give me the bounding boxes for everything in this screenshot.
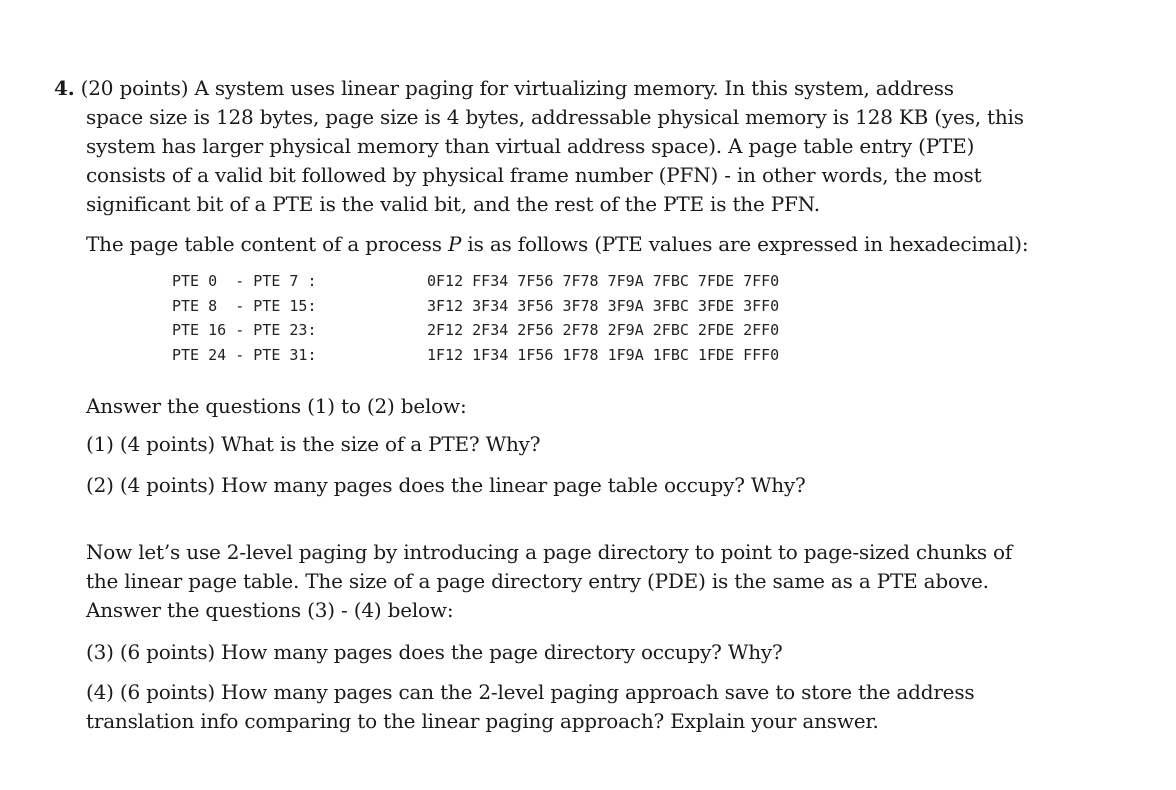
pte-values-3: 1F12 1F34 1F56 1F78 1F9A 1FBC 1FDE FFF0 [427, 346, 780, 364]
problem-line-1 [54, 76, 954, 100]
question-1: (1) (4 points) What is the size of a PTE? Why? [86, 432, 541, 456]
pte-range-3: PTE 24 - PTE 31: [172, 346, 317, 364]
problem-line-4: consists of a valid bit followed by physical frame number (PFN) - in other words, the most [86, 163, 982, 187]
problem-line-3: system has larger physical memory than virtual address space). A page table entry (PTE) [86, 134, 975, 158]
pte-values-2: 2F12 2F34 2F56 2F78 2F9A 2FBC 2FDE 2FF0 [427, 321, 780, 339]
page-table-intro [86, 232, 1028, 256]
part2-line-2: the linear page table. The size of a page directory entry (PDE) is the same as a PTE above. [86, 569, 989, 593]
part2-line-1: Now let’s use 2-level paging by introducing a page directory to point to page-sized chunks of [86, 540, 1013, 564]
problem-line-5: significant bit of a PTE is the valid bit, and the rest of the PTE is the PFN. [86, 192, 820, 216]
question-4-line-1: (4) (6 points) How many pages can the 2-level paging approach save to store the address [86, 680, 975, 704]
process-variable: P [447, 232, 462, 256]
pte-range-1: PTE 8 - PTE 15: [172, 297, 317, 315]
problem-number: 4. [54, 76, 75, 100]
question-4-line-2: translation info comparing to the linear paging approach? Explain your answer. [86, 709, 879, 733]
question-3: (3) (6 points) How many pages does the page directory occupy? Why? [86, 640, 783, 664]
pte-range-2: PTE 16 - PTE 23: [172, 321, 317, 339]
problem-line-2: space size is 128 bytes, page size is 4 bytes, addressable physical memory is 128 KB (yes, this [86, 105, 1024, 129]
table-intro-after: is as follows (PTE values are expressed in hexadecimal): [461, 232, 1029, 256]
part1-instruction: Answer the questions (1) to (2) below: [86, 394, 467, 418]
table-intro-before: The page table content of a process [86, 232, 448, 256]
pte-values-0: 0F12 FF34 7F56 7F78 7F9A 7FBC 7FDE 7FF0 [427, 272, 780, 290]
pte-values-1: 3F12 3F34 3F56 3F78 3F9A 3FBC 3FDE 3FF0 [427, 297, 780, 315]
part2-line-3: Answer the questions (3) - (4) below: [86, 598, 454, 622]
pte-range-0: PTE 0 - PTE 7 : [172, 272, 317, 290]
question-2: (2) (4 points) How many pages does the linear page table occupy? Why? [86, 473, 806, 497]
intro-line-1-text: (20 points) A system uses linear paging for virtualizing memory. In this system, address [80, 76, 954, 100]
